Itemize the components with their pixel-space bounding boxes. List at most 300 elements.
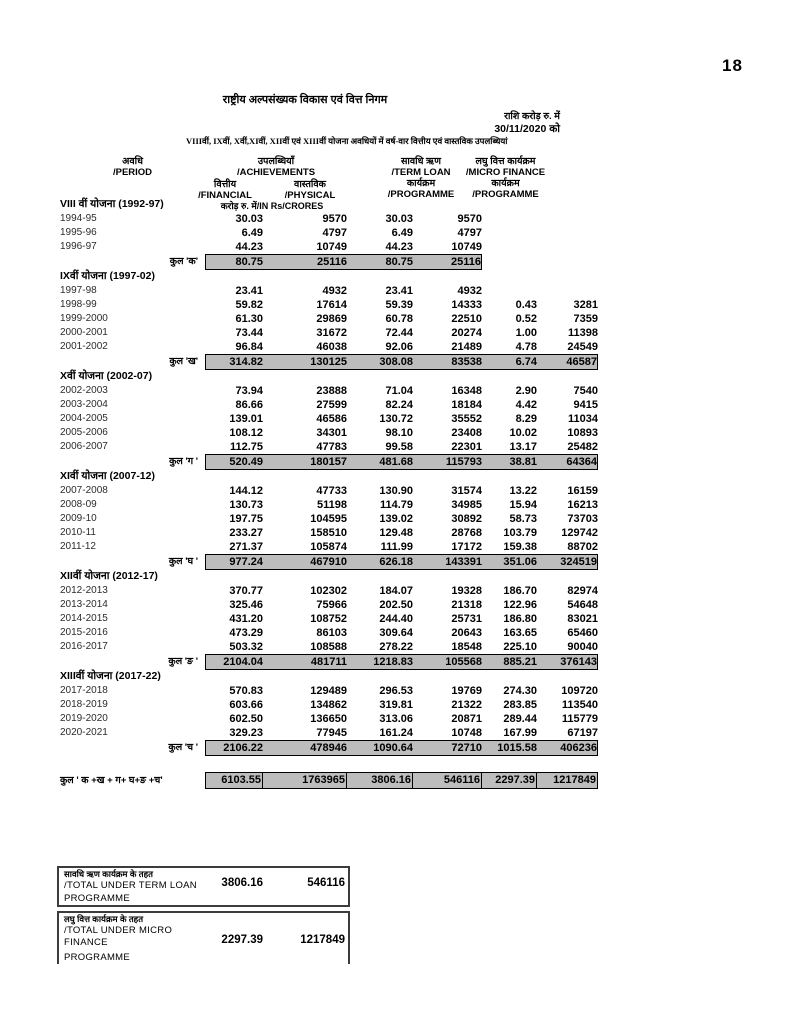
term-loan-physical-value: 20643 [451, 627, 482, 639]
grand-total-term-loan-physical-value: 546116 [412, 772, 482, 789]
physical-value: 4932 [322, 285, 347, 297]
financial-value: 503.32 [229, 641, 263, 653]
total-financial-value: 2104.04 [205, 654, 263, 670]
total-physical-value: 481711 [263, 654, 347, 670]
term-loan-financial-value: 92.06 [385, 341, 413, 353]
total-term-loan-financial-value: 1090.64 [347, 740, 413, 756]
physical-value: 136650 [310, 713, 347, 725]
term-loan-physical-value: 25731 [451, 613, 482, 625]
physical-value: 46038 [316, 341, 347, 353]
total-term-loan-financial-value: 80.75 [347, 254, 413, 270]
term-loan-financial-value: 319.81 [379, 699, 413, 711]
micro-finance-financial-value: 167.99 [503, 727, 537, 739]
grand-total-label: कुल ' क +ख + ग+ घ+ङ +च' [60, 775, 163, 786]
physical-value: 129489 [310, 685, 347, 697]
financial-value: 370.77 [229, 585, 263, 597]
physical-value: 47733 [316, 485, 347, 497]
period-label: 2002-2003 [60, 385, 108, 396]
page-number: 18 [722, 56, 743, 75]
physical-value: 108588 [310, 641, 347, 653]
total-micro-finance-financial-value: 885.21 [482, 654, 537, 670]
micro-finance-financial-value: 0.43 [515, 299, 537, 311]
term-loan-financial-value: 98.10 [385, 427, 413, 439]
grand-total-row [60, 772, 600, 789]
micro-finance-financial-value: 289.44 [503, 713, 537, 725]
term-loan-physical-value: 4797 [457, 227, 482, 239]
term-loan-physical-value: 28768 [451, 527, 482, 539]
financial-value: 603.66 [229, 699, 263, 711]
column-header-period-hi: अवधि [122, 156, 143, 167]
micro-finance-financial-value: 186.70 [503, 585, 537, 597]
total-term-loan-financial-value: 1218.83 [347, 654, 413, 670]
micro-finance-total-financial: 2297.39 [221, 934, 263, 946]
total-label: कुल 'ख' [169, 356, 198, 367]
column-header-term-loan-hi: सावधि ऋण [400, 156, 442, 167]
micro-finance-physical-value: 11034 [568, 413, 598, 425]
column-header-achievements-hi: उपलब्धियाँ [257, 156, 295, 167]
column-header-physical-en: /PHYSICAL [284, 190, 336, 201]
micro-finance-total-physical: 1217849 [300, 934, 345, 946]
total-micro-finance-financial-value: 38.81 [482, 454, 537, 470]
physical-value: 47783 [316, 441, 347, 453]
plan-section-title: Xवीं योजना (2002-07) [60, 370, 153, 382]
total-physical-value: 180157 [263, 454, 347, 470]
term-loan-physical-value: 21322 [451, 699, 482, 711]
micro-finance-physical-value: 24549 [567, 341, 598, 353]
term-loan-physical-value: 30892 [451, 513, 482, 525]
total-term-loan-physical-value: 83538 [413, 354, 482, 370]
financial-value: 325.46 [229, 599, 263, 611]
total-micro-finance-physical-value: 376143 [537, 654, 598, 670]
physical-value: 17614 [316, 299, 347, 311]
micro-finance-physical-value: 25482 [567, 441, 598, 453]
financial-value: 30.03 [235, 213, 263, 225]
plan-section [60, 670, 600, 756]
period-label: 1995-96 [60, 227, 97, 238]
term-loan-financial-value: 23.41 [385, 285, 413, 297]
year-row [60, 240, 600, 254]
micro-finance-financial-value: 163.65 [503, 627, 537, 639]
plan-table [60, 198, 600, 789]
total-micro-finance-financial-value: 351.06 [482, 554, 537, 570]
micro-finance-physical-value: 65460 [567, 627, 598, 639]
year-row [60, 540, 600, 554]
column-header-micro-finance-en: /MICRO FINANCE [465, 167, 546, 178]
term-loan-physical-value: 21489 [451, 341, 482, 353]
micro-finance-financial-value: 8.29 [515, 413, 537, 425]
term-loan-physical-value: 23408 [451, 427, 482, 439]
micro-finance-summary-title-en2: FINANCE [64, 937, 108, 948]
micro-finance-financial-value: 58.73 [509, 513, 537, 525]
total-physical-value: 130125 [263, 354, 347, 370]
year-row [60, 526, 600, 540]
physical-value: 102302 [310, 585, 347, 597]
total-financial-value: 520.49 [205, 454, 263, 470]
column-header-financial-hi: वित्तीय [213, 179, 237, 190]
micro-finance-financial-value: 283.85 [503, 699, 537, 711]
micro-finance-physical-value: 54648 [567, 599, 598, 611]
total-financial-value: 314.82 [205, 354, 263, 370]
column-header-micro-finance [443, 156, 568, 200]
term-loan-financial-value: 244.40 [379, 613, 413, 625]
column-header-term-loan-sub-hi: कार्यक्रम [406, 178, 436, 189]
term-loan-summary-title-en2: PROGRAMME [64, 893, 131, 904]
term-loan-financial-value: 161.24 [379, 727, 413, 739]
year-row [60, 626, 600, 640]
micro-finance-financial-value: 2.90 [515, 385, 537, 397]
plan-section-title: IXवीं योजना (1997-02) [60, 270, 155, 282]
micro-finance-physical-value: 16159 [567, 485, 598, 497]
total-term-loan-financial-value: 481.68 [347, 454, 413, 470]
period-label: 2000-2001 [60, 327, 108, 338]
period-label: 2018-2019 [60, 699, 108, 710]
total-financial-value: 977.24 [205, 554, 263, 570]
plan-section [60, 370, 600, 470]
term-loan-physical-value: 22510 [451, 313, 482, 325]
total-term-loan-physical-value: 72710 [413, 740, 482, 756]
total-row [60, 654, 600, 670]
micro-finance-financial-value: 4.78 [515, 341, 537, 353]
term-loan-financial-value: 111.99 [380, 541, 413, 553]
year-row [60, 498, 600, 512]
grand-total-micro-finance-financial-value: 2297.39 [481, 772, 537, 789]
term-loan-financial-value: 129.48 [379, 527, 413, 539]
total-term-loan-physical-value: 105568 [413, 654, 482, 670]
total-row [60, 354, 600, 370]
financial-value: 112.75 [229, 441, 263, 453]
term-loan-financial-value: 130.90 [379, 485, 413, 497]
micro-finance-physical-value: 9415 [573, 399, 598, 411]
micro-finance-financial-value: 13.17 [509, 441, 537, 453]
term-loan-physical-value: 18548 [451, 641, 482, 653]
financial-value: 44.23 [235, 241, 263, 253]
period-label: 1998-99 [60, 299, 97, 310]
financial-value: 108.12 [229, 427, 263, 439]
period-label: 2010-11 [60, 527, 96, 538]
period-label: 1994-95 [60, 213, 97, 224]
term-loan-financial-value: 202.50 [379, 599, 413, 611]
term-loan-financial-value: 71.04 [385, 385, 413, 397]
total-term-loan-financial-value: 626.18 [347, 554, 413, 570]
financial-value: 233.27 [229, 527, 263, 539]
term-loan-physical-value: 9570 [457, 213, 482, 225]
total-row [60, 554, 600, 570]
micro-finance-physical-value [537, 240, 598, 254]
period-label: 2016-2017 [60, 641, 108, 652]
period-label: 2003-2004 [60, 399, 108, 410]
period-label: 2014-2015 [60, 613, 108, 624]
period-label: 1996-97 [60, 241, 97, 252]
physical-value: 75966 [316, 599, 347, 611]
total-label: कुल 'च ' [168, 742, 198, 753]
total-physical-value: 467910 [263, 554, 347, 570]
column-header-physical-hi: वास्तविक [294, 179, 326, 190]
term-loan-financial-value: 60.78 [385, 313, 413, 325]
term-loan-financial-value: 59.39 [385, 299, 413, 311]
term-loan-financial-value: 278.22 [379, 641, 413, 653]
term-loan-physical-value: 10748 [451, 727, 482, 739]
total-micro-finance-physical-value: 46587 [537, 354, 598, 370]
term-loan-financial-value: 72.44 [385, 327, 413, 339]
micro-finance-physical-value: 16213 [567, 499, 598, 511]
term-loan-physical-value: 19769 [451, 685, 482, 697]
term-loan-physical-value: 31574 [451, 485, 482, 497]
total-term-loan-financial-value: 308.08 [347, 354, 413, 370]
financial-value: 86.66 [235, 399, 263, 411]
total-row [60, 740, 600, 756]
term-loan-financial-value: 139.02 [379, 513, 413, 525]
grand-total-financial-value: 6103.55 [205, 772, 263, 789]
column-header-term-loan-sub-en: /PROGRAMME [387, 189, 455, 200]
year-row [60, 212, 600, 226]
financial-value: 73.44 [235, 327, 263, 339]
period-label: 2017-2018 [60, 685, 108, 696]
period-label: 2006-2007 [60, 441, 108, 452]
financial-value: 431.20 [229, 613, 263, 625]
term-loan-physical-value: 22301 [451, 441, 482, 453]
term-loan-physical-value: 14333 [451, 299, 482, 311]
term-loan-physical-value: 4932 [457, 285, 482, 297]
term-loan-physical-value: 10749 [451, 241, 482, 253]
financial-value: 197.75 [229, 513, 263, 525]
total-term-loan-physical-value: 115793 [413, 454, 482, 470]
physical-value: 108752 [310, 613, 347, 625]
micro-finance-physical-value: 3281 [573, 299, 598, 311]
column-header-achievements-en: /ACHIEVEMENTS [236, 167, 316, 178]
period-label: 2015-2016 [60, 627, 108, 638]
report-subtitle: VIIIवीं, IXवीं, Xवीं,XIवीं, XIIवीं एवं XIIIवीं योजना अवधियों में वर्ष-वार वित्तीय एवं वास्तविक उपलब्धियां [186, 136, 508, 146]
financial-value: 329.23 [229, 727, 263, 739]
physical-value: 86103 [316, 627, 347, 639]
grand-total-term-loan-financial-value: 3806.16 [346, 772, 413, 789]
year-row [60, 584, 600, 598]
year-row [60, 726, 600, 740]
period-label: 2008-09 [60, 499, 97, 510]
financial-value: 144.12 [229, 485, 263, 497]
micro-finance-physical-value: 73703 [567, 513, 598, 525]
total-label: कुल 'घ ' [168, 556, 198, 567]
plan-section-title: VIII वीं योजना (1992-97) [60, 198, 164, 210]
year-row [60, 612, 600, 626]
total-row [60, 454, 600, 470]
micro-finance-physical-value: 7540 [573, 385, 598, 397]
column-header-micro-finance-sub-hi: कार्यक्रम [491, 178, 520, 189]
total-micro-finance-physical-value: 324519 [537, 554, 598, 570]
physical-value: 9570 [322, 213, 347, 225]
period-label: 2009-10 [60, 513, 97, 524]
year-row [60, 684, 600, 698]
total-micro-finance-financial-value: 6.74 [482, 354, 537, 370]
physical-value: 10749 [316, 241, 347, 253]
micro-finance-financial-value: 159.38 [503, 541, 537, 553]
term-loan-physical-value: 19328 [451, 585, 482, 597]
physical-value: 104595 [310, 513, 347, 525]
physical-value: 46586 [316, 413, 347, 425]
period-label: 1997-98 [60, 285, 97, 296]
micro-finance-physical-value: 109720 [561, 685, 598, 697]
total-financial-value: 2106.22 [205, 740, 263, 756]
period-label: 2013-2014 [60, 599, 108, 610]
physical-value: 23888 [316, 385, 347, 397]
column-header-term-loan-en: /TERM LOAN [391, 167, 451, 178]
physical-value: 134862 [310, 699, 347, 711]
financial-value: 473.29 [229, 627, 263, 639]
as-on-date: 30/11/2020 को [494, 123, 560, 135]
total-financial-value: 80.75 [205, 254, 263, 270]
physical-value: 34301 [316, 427, 347, 439]
micro-finance-physical-value [537, 226, 598, 240]
micro-finance-financial-value [482, 240, 537, 254]
period-label: 2004-2005 [60, 413, 108, 424]
financial-value: 6.49 [241, 227, 263, 239]
total-micro-finance-financial-value [482, 254, 537, 270]
micro-finance-financial-value: 122.96 [503, 599, 537, 611]
micro-finance-physical-value: 11398 [568, 327, 598, 339]
total-label: कुल 'ग ' [169, 456, 198, 467]
year-row [60, 484, 600, 498]
term-loan-financial-value: 44.23 [385, 241, 413, 253]
physical-value: 4797 [322, 227, 347, 239]
plan-section [60, 270, 600, 370]
term-loan-financial-value: 309.64 [379, 627, 413, 639]
micro-finance-summary-title-en: /TOTAL UNDER MICRO [64, 925, 173, 936]
total-label: कुल 'ङ ' [168, 656, 198, 667]
plan-section [60, 198, 600, 270]
term-loan-financial-value: 130.72 [379, 413, 413, 425]
year-row [60, 312, 600, 326]
column-header-unit: करोड़ रु. में/IN Rs/CRORES [220, 201, 324, 211]
physical-value: 51198 [317, 499, 347, 511]
plan-section-title: XIIIवीं योजना (2017-22) [60, 670, 161, 682]
amount-unit-note: राशि करोड़ रु. में [504, 111, 560, 122]
total-physical-value: 25116 [263, 254, 347, 270]
physical-value: 31672 [316, 327, 347, 339]
micro-finance-physical-value [537, 212, 598, 226]
micro-finance-physical-value: 7359 [573, 313, 598, 325]
plan-section-title: XIIवीं योजना (2012-17) [60, 570, 158, 582]
term-loan-financial-value: 184.07 [379, 585, 413, 597]
micro-finance-physical-value: 10893 [567, 427, 598, 439]
financial-value: 602.50 [229, 713, 263, 725]
year-row [60, 226, 600, 240]
term-loan-total-physical: 546116 [307, 877, 345, 889]
term-loan-financial-value: 6.49 [391, 227, 413, 239]
financial-value: 96.84 [235, 341, 263, 353]
total-physical-value: 478946 [263, 740, 347, 756]
micro-finance-financial-value [482, 284, 537, 298]
period-label: 2011-12 [60, 541, 96, 552]
micro-finance-financial-value [482, 212, 537, 226]
micro-finance-financial-value: 103.79 [503, 527, 537, 539]
physical-value: 29869 [316, 313, 347, 325]
period-label: 2019-2020 [60, 713, 108, 724]
financial-value: 570.83 [229, 685, 263, 697]
physical-value: 105874 [310, 541, 347, 553]
physical-value: 77945 [316, 727, 347, 739]
micro-finance-physical-value: 83021 [567, 613, 598, 625]
year-row [60, 412, 600, 426]
year-row [60, 384, 600, 398]
column-header-micro-finance-hi: लघु वित्त कार्यक्रम [475, 156, 536, 167]
year-row [60, 284, 600, 298]
organization-title: राष्ट्रीय अल्पसंख्यक विकास एवं वित्त निगम [222, 94, 388, 106]
term-loan-physical-value: 21318 [451, 599, 482, 611]
term-loan-financial-value: 82.24 [385, 399, 413, 411]
year-row [60, 598, 600, 612]
financial-value: 130.73 [229, 499, 263, 511]
period-label: 2007-2008 [60, 485, 108, 496]
financial-value: 61.30 [235, 313, 263, 325]
total-row [60, 254, 600, 270]
period-label: 1999-2000 [60, 313, 108, 324]
term-loan-physical-value: 34985 [451, 499, 482, 511]
year-row [60, 398, 600, 412]
term-loan-financial-value: 114.79 [379, 499, 413, 511]
financial-value: 271.37 [229, 541, 263, 553]
grand-total-micro-finance-physical-value: 1217849 [536, 772, 598, 789]
financial-value: 73.94 [235, 385, 263, 397]
total-term-loan-physical-value: 25116 [413, 254, 482, 270]
year-row [60, 426, 600, 440]
column-header-achievements [205, 156, 347, 178]
micro-finance-physical-value: 67197 [567, 727, 598, 739]
total-term-loan-physical-value: 143391 [413, 554, 482, 570]
micro-finance-financial-value [482, 226, 537, 240]
year-row [60, 298, 600, 312]
financial-value: 59.82 [235, 299, 263, 311]
year-row [60, 698, 600, 712]
micro-finance-financial-value: 4.42 [515, 399, 537, 411]
term-loan-physical-value: 16348 [451, 385, 482, 397]
total-micro-finance-physical-value: 64364 [537, 454, 598, 470]
column-header-financial-en: /FINANCIAL [198, 190, 252, 201]
term-loan-summary-title-hi: सावधि ऋण कार्यक्रम के तहत [64, 869, 153, 879]
micro-finance-physical-value: 113540 [561, 699, 598, 711]
term-loan-summary-title-en: /TOTAL UNDER TERM LOAN [64, 880, 197, 891]
term-loan-total-financial: 3806.16 [221, 877, 263, 889]
total-label: कुल 'क' [169, 256, 198, 267]
term-loan-physical-value: 17172 [451, 541, 482, 553]
term-loan-physical-value: 20274 [451, 327, 482, 339]
term-loan-financial-value: 30.03 [385, 213, 413, 225]
physical-value: 27599 [316, 399, 347, 411]
micro-finance-financial-value: 0.52 [515, 313, 537, 325]
micro-finance-financial-value: 1.00 [515, 327, 537, 339]
micro-finance-physical-value [537, 284, 598, 298]
total-micro-finance-physical-value: 406236 [537, 740, 598, 756]
period-label: 2005-2006 [60, 427, 108, 438]
term-loan-financial-value: 313.06 [379, 713, 413, 725]
micro-finance-financial-value: 10.02 [509, 427, 537, 439]
term-loan-financial-value: 99.58 [385, 441, 413, 453]
plan-section-title: XIवीं योजना (2007-12) [60, 470, 155, 482]
grand-total-physical-value: 1763965 [262, 772, 347, 789]
column-header-period-en: /PERIOD [112, 167, 153, 178]
year-row [60, 340, 600, 354]
period-label: 2020-2021 [60, 727, 108, 738]
total-micro-finance-financial-value: 1015.58 [482, 740, 537, 756]
plan-section [60, 470, 600, 570]
micro-finance-financial-value: 186.80 [503, 613, 537, 625]
column-header-period [60, 156, 205, 178]
year-row [60, 326, 600, 340]
micro-finance-summary-title-hi: लघु वित्त कार्यक्रम के तहत [64, 914, 144, 924]
term-loan-physical-value: 35552 [451, 413, 482, 425]
plan-section [60, 570, 600, 670]
physical-value: 158510 [310, 527, 347, 539]
micro-finance-summary-title-en3: PROGRAMME [64, 952, 131, 963]
term-loan-physical-value: 18184 [451, 399, 482, 411]
